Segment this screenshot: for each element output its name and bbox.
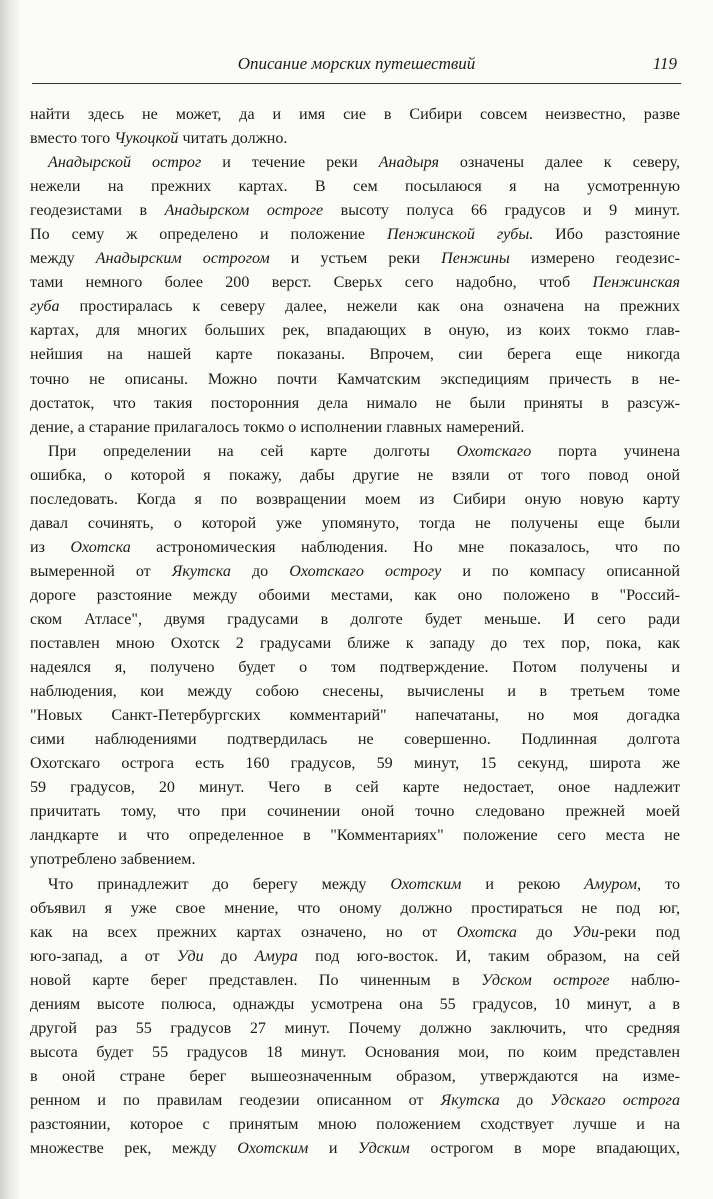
page-binding-shadow	[0, 0, 22, 1199]
text-run: острогом в море впадающих,	[409, 1140, 680, 1158]
running-title: Описание морских путешествий	[237, 54, 476, 73]
italic-run: Пенжины	[441, 250, 510, 268]
text-line	[30, 103, 680, 127]
text-line	[30, 656, 680, 680]
text-line	[30, 175, 680, 199]
text-run: ренном и по правилам геодезии описанном от	[30, 1091, 441, 1109]
text-line	[30, 1137, 680, 1161]
text-line	[30, 440, 680, 464]
italic-run: Амура	[254, 947, 298, 965]
text-line	[30, 1113, 680, 1137]
text-line	[30, 560, 680, 584]
italic-run: Охотскаго острогу	[289, 562, 442, 580]
text-line	[30, 343, 680, 367]
text-line	[30, 824, 680, 848]
text-line	[30, 416, 680, 440]
text-run: нежели на прежних картах. В сем посылаюся я на усмотренную	[30, 178, 680, 196]
italic-run: Анадырском остроге	[164, 202, 324, 220]
text-run: сими наблюдениями подтвердилась не совершенно. Подлинная долгота	[30, 731, 680, 749]
italic-run: Уди	[176, 947, 204, 965]
text-run: ошибка, о которой я покажу, дабы другие не взяли от того повод оной	[30, 466, 680, 484]
text-run: достаток, что такия посторонния дела нимало не были приняты в разсуж-	[30, 394, 680, 412]
text-line	[30, 800, 680, 824]
text-run: простиралась к северу далее, нежели как она означена на прежних	[59, 298, 680, 316]
italic-run: Амуром	[584, 875, 638, 893]
italic-run: Охотскаго	[456, 442, 532, 460]
text-run: наблю-	[609, 971, 680, 989]
text-line	[30, 223, 680, 247]
text-run: найти здесь не может, да и имя сие в Сибири совсем неизвестно, разве	[30, 106, 680, 123]
text-run: до	[499, 1091, 551, 1109]
italic-run: Удскаго острога	[550, 1091, 680, 1109]
text-line	[30, 969, 680, 993]
header-rule	[32, 83, 681, 84]
text-run: точно не описаны. Можно почти Камчатским экспедициям причесть в не-	[30, 370, 680, 388]
text-run: высоту полуса 66 градусов и 9 минут.	[323, 202, 680, 220]
italic-run: Охотска	[456, 923, 517, 941]
text-run: 59 градусов, 20 минут. Чего в сей карте недостает, оное надлежит	[30, 779, 680, 797]
text-line	[30, 680, 680, 704]
text-run: причитать тому, что при сочинении оной точно следовано прежней моей	[30, 803, 680, 821]
text-run: из	[30, 538, 71, 556]
text-run: и течение реки	[201, 154, 379, 172]
text-line	[30, 608, 680, 632]
text-run: высота будет 55 градусов 18 минут. Основания мои, по коим представлен	[30, 1043, 680, 1061]
text-run: ском Атласе", двумя градусами в долготе будет меньше. И сего ради	[30, 610, 680, 628]
text-run: наблюдения, кои между собою снесены, вычислены и в третьем томе	[30, 683, 680, 701]
text-line	[30, 752, 680, 776]
italic-run: Охотским	[390, 875, 462, 893]
text-line	[30, 368, 680, 392]
text-run: другой раз 55 градусов 27 минут. Почему должно заключить, что средняя	[30, 1019, 680, 1037]
text-line	[30, 848, 680, 872]
italic-run: Анадырским острогом	[95, 250, 270, 268]
body-text	[30, 103, 680, 1161]
text-line	[30, 512, 680, 536]
text-line	[30, 945, 680, 969]
text-run: надеялся я, получено будет о том подтверждение. Потом получены и	[30, 659, 680, 677]
text-run: Охотскаго острога есть 160 градусов, 59 минут, 15 секунд, широта же	[30, 755, 680, 773]
text-run: как на всех прежних картах означено, но от	[30, 923, 457, 941]
text-run: Что принадлежит до берегу между	[48, 875, 391, 893]
text-line	[30, 1089, 680, 1113]
text-run: поставлен мною Охотск 2 градусами ближе к западу до тех пор, пока, как	[30, 635, 680, 653]
text-run: Ибо разстояние	[533, 226, 680, 244]
text-line	[30, 873, 680, 897]
italic-run: Уди	[572, 923, 600, 941]
text-run: разстоянии, которое с принятым мною положением сходствует лучше и на	[30, 1115, 680, 1133]
text-line	[30, 199, 680, 223]
italic-run: Якутска	[440, 1091, 500, 1109]
text-run: астрономическия наблюдения. Но мне показалось, что по	[130, 538, 680, 556]
italic-run: Анадырской острог	[48, 154, 202, 172]
text-run: картах, для многих больших рек, впадающих в оную, из коих токмо глав-	[30, 322, 680, 340]
text-run: порта учинена	[531, 442, 680, 460]
text-run: нейшия на нашей карте показаны. Впрочем, сии берега еще никогда	[30, 346, 680, 364]
text-run: дороге разстояние между обоими местами, как оно положено в "Россий-	[30, 586, 680, 604]
text-run: "Новых Санкт-Петербургских комментарий" напечатаны, но моя догадка	[30, 707, 680, 725]
italic-run: Чукоцкой	[114, 130, 179, 148]
text-run: и рекою	[461, 875, 585, 893]
text-line	[30, 271, 680, 295]
text-run: дение, а старание прилагалось токмо о исполнении главных намерений.	[30, 418, 525, 436]
page-header	[32, 54, 681, 80]
text-run: в оной стране берег вышеозначенным образом, утверждаются на изме-	[30, 1067, 680, 1085]
text-run: -реки под	[599, 923, 681, 941]
text-line	[30, 921, 680, 945]
text-run: вместо того	[30, 130, 115, 148]
text-run: и устьем реки	[269, 250, 442, 268]
text-run: , то	[637, 875, 680, 893]
italic-run: Якутска	[171, 562, 231, 580]
italic-run: Анадыря	[378, 154, 439, 172]
italic-run: Охотска	[70, 538, 131, 556]
text-run: читать должно.	[178, 130, 288, 148]
text-line	[30, 127, 680, 151]
italic-run: Пенжинской губы.	[387, 226, 534, 244]
text-run: до	[203, 947, 255, 965]
text-line	[30, 319, 680, 343]
text-run: По сему ж определено и положение	[30, 226, 387, 244]
text-run: тами немного более 200 верст. Сверьх сего надобно, чтоб	[30, 274, 593, 292]
italic-run: Пенжинская	[592, 274, 680, 292]
text-run: новой карте берег представлен. По чиненным в	[30, 971, 482, 989]
text-run: При определении на сей карте долготы	[48, 442, 457, 460]
text-line	[30, 536, 680, 560]
text-run: и по компасу описанной	[441, 562, 680, 580]
page-number: 119	[652, 54, 677, 73]
text-run: последовать. Когда я по возвращении моем из Сибири оную новую карту	[30, 490, 680, 508]
text-line	[30, 488, 680, 512]
text-line	[30, 584, 680, 608]
text-line	[30, 1017, 680, 1041]
text-run: давал сочинять, о которой уже упомянуто, тогда не получены еще были	[30, 514, 680, 532]
text-line	[30, 464, 680, 488]
text-run: до	[230, 562, 290, 580]
italic-run: Охотским	[237, 1140, 309, 1158]
text-run: множестве рек, между	[30, 1140, 238, 1158]
text-line	[30, 897, 680, 921]
text-run: вымеренной от	[30, 562, 172, 580]
text-run: объявил я уже свое мнение, что оному должно простираться не под юг,	[30, 899, 680, 917]
text-line	[30, 1041, 680, 1065]
text-run: и	[308, 1140, 359, 1158]
italic-run: Удском остроге	[481, 971, 610, 989]
text-line	[30, 632, 680, 656]
italic-run: Удским	[358, 1140, 410, 1158]
text-run: означены далее к северу,	[438, 154, 680, 172]
text-run: юго-запад, а от	[30, 947, 177, 965]
italic-run: губа	[30, 298, 60, 316]
text-line	[30, 776, 680, 800]
text-line	[30, 295, 680, 319]
text-line	[30, 704, 680, 728]
text-run: употреблено забвением.	[30, 851, 196, 869]
text-run: между	[30, 250, 96, 268]
text-run: до	[516, 923, 573, 941]
text-run: под юго-восток. И, таким образом, на сей	[297, 947, 680, 965]
text-line	[30, 392, 680, 416]
text-run: геодезистами в	[30, 202, 165, 220]
text-line	[30, 728, 680, 752]
text-line	[30, 151, 680, 175]
text-line	[30, 1065, 680, 1089]
text-line	[30, 247, 680, 271]
text-run: измерено геодезис-	[509, 250, 680, 268]
text-line	[30, 993, 680, 1017]
text-run: ландкарте и что определенное в "Комментариях" положение сего места не	[30, 827, 680, 845]
text-run: дениям высоте полюса, однажды усмотрена она 55 градусов, 10 минут, а в	[30, 995, 680, 1013]
